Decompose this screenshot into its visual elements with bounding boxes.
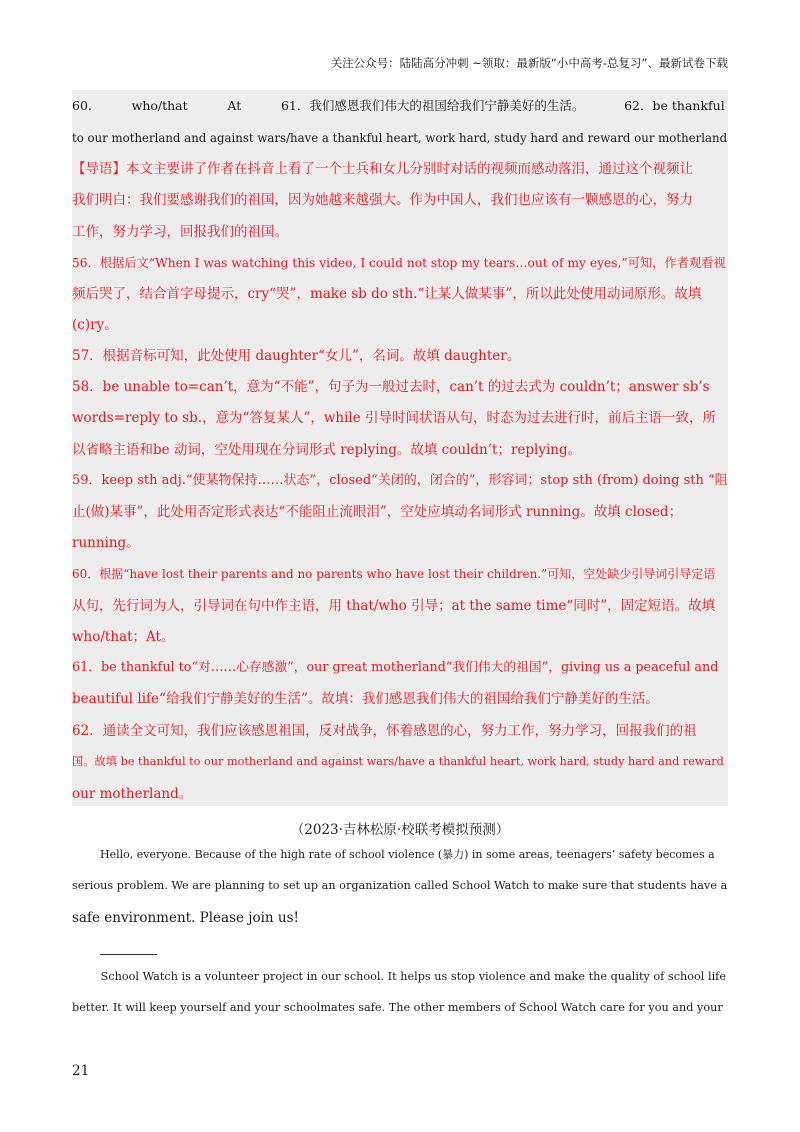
- answer-line: who/that；At。: [72, 629, 175, 645]
- passage-line: School Watch is a volunteer project in our school. It helps us stop violence and make the quality of school life: [72, 970, 726, 983]
- passage-source: （2023·吉林松原·校联考模拟预测）: [290, 822, 510, 838]
- answer-line: beautiful life“给我们宁静美好的生活”。故填：我们感恩我们伟大的祖国给我们宁静美好的生活。: [72, 691, 659, 707]
- answer-line: 62．通读全文可知，我们应该感恩祖国，反对战争，怀着感恩的心，努力工作，努力学习，回报我们的祖: [72, 723, 697, 739]
- passage-line: Hello, everyone. Because of the high rate of school violence (暴力) in some areas, teenagers’ safety becomes a: [72, 848, 715, 861]
- answer-line: 60. who/that At 61．我们感恩我们伟大的祖国给我们宁静美好的生活。 62．be thankful: [72, 98, 725, 113]
- answer-line: 我们明白：我们要感谢我们的祖国，因为她越来越强大。作为中国人，我们也应该有一颗感恩的心，努力: [72, 192, 693, 208]
- answer-line: 工作，努力学习，回报我们的祖国。: [72, 224, 288, 240]
- answer-line: 【导语】本文主要讲了作者在抖音上看了一个士兵和女儿分别时对话的视频而感动落泪，通过这个视频让: [72, 161, 693, 177]
- answer-line: 频后哭了，结合首字母提示，cry“哭”，make sb do sth.“让某人做某事”，所以此处使用动词原形。故填: [72, 286, 702, 302]
- answer-line: 56．根据后文“When I was watching this video, I could not stop my tears…out of my eyes,”可知，作者观看视: [72, 256, 726, 270]
- page-header: 关注公众号：陆陆高分冲刺 ~领取：最新版“小中高考-总复习”、最新试卷下载: [330, 56, 728, 70]
- answer-line: 以省略主语和be 动词，空处用现在分词形式 replying。故填 couldn’t；replying。: [72, 442, 582, 458]
- page-number: 21: [72, 1063, 90, 1079]
- answer-line: 57．根据音标可知，此处使用 daughter“女儿”，名词。故填 daughter。: [72, 348, 521, 364]
- passage-line: better. It will keep yourself and your schoolmates safe. The other members of School Watch care for you and your: [72, 1001, 723, 1014]
- answer-line: running。: [72, 535, 140, 551]
- answer-line: to our motherland and against wars/have a thankful heart, work hard, study hard and reward our motherland: [72, 131, 728, 145]
- answer-line: our motherland。: [72, 786, 193, 802]
- answer-line: 58．be unable to=can’t，意为“不能”，句子为一般过去时，can’t 的过去式为 couldn’t；answer sb’s: [72, 379, 710, 395]
- passage-line: safe environment. Please join us!: [72, 910, 299, 926]
- answer-line: (c)ry。: [72, 317, 118, 333]
- answer-line: 59．keep sth adj.“使某物保持……状态”，closed“关闭的，闭合的”，形容词；stop sth (from) doing sth “阻: [72, 473, 728, 488]
- answer-line: 止(做)某事”，此处用否定形式表达“不能阻止流眼泪”，空处应填动名词形式 running。故填 closed；: [72, 504, 683, 520]
- answer-line: 国。故填 be thankful to our motherland and against wars/have a thankful heart, work hard, study hard and reward: [72, 755, 724, 768]
- answer-line: 61．be thankful to“对……心存感激”，our great motherland“我们伟大的祖国”，giving us a peaceful and: [72, 660, 719, 675]
- answer-line: 从句，先行词为人，引导词在句中作主语，用 that/who 引导；at the same time“同时”，固定短语。故填: [72, 598, 716, 614]
- answer-line: words=reply to sb.，意为“答复某人”，while 引导时间状语从句，时态为过去进行时，前后主语一致，所: [72, 410, 717, 426]
- answer-line: 60．根据“have lost their parents and no parents who have lost their children.”可知，空处缺少引导词引导定语: [72, 567, 716, 581]
- passage-line: serious problem. We are planning to set up an organization called School Watch to make sure that students have a: [72, 879, 728, 892]
- answer-blank: [100, 954, 157, 955]
